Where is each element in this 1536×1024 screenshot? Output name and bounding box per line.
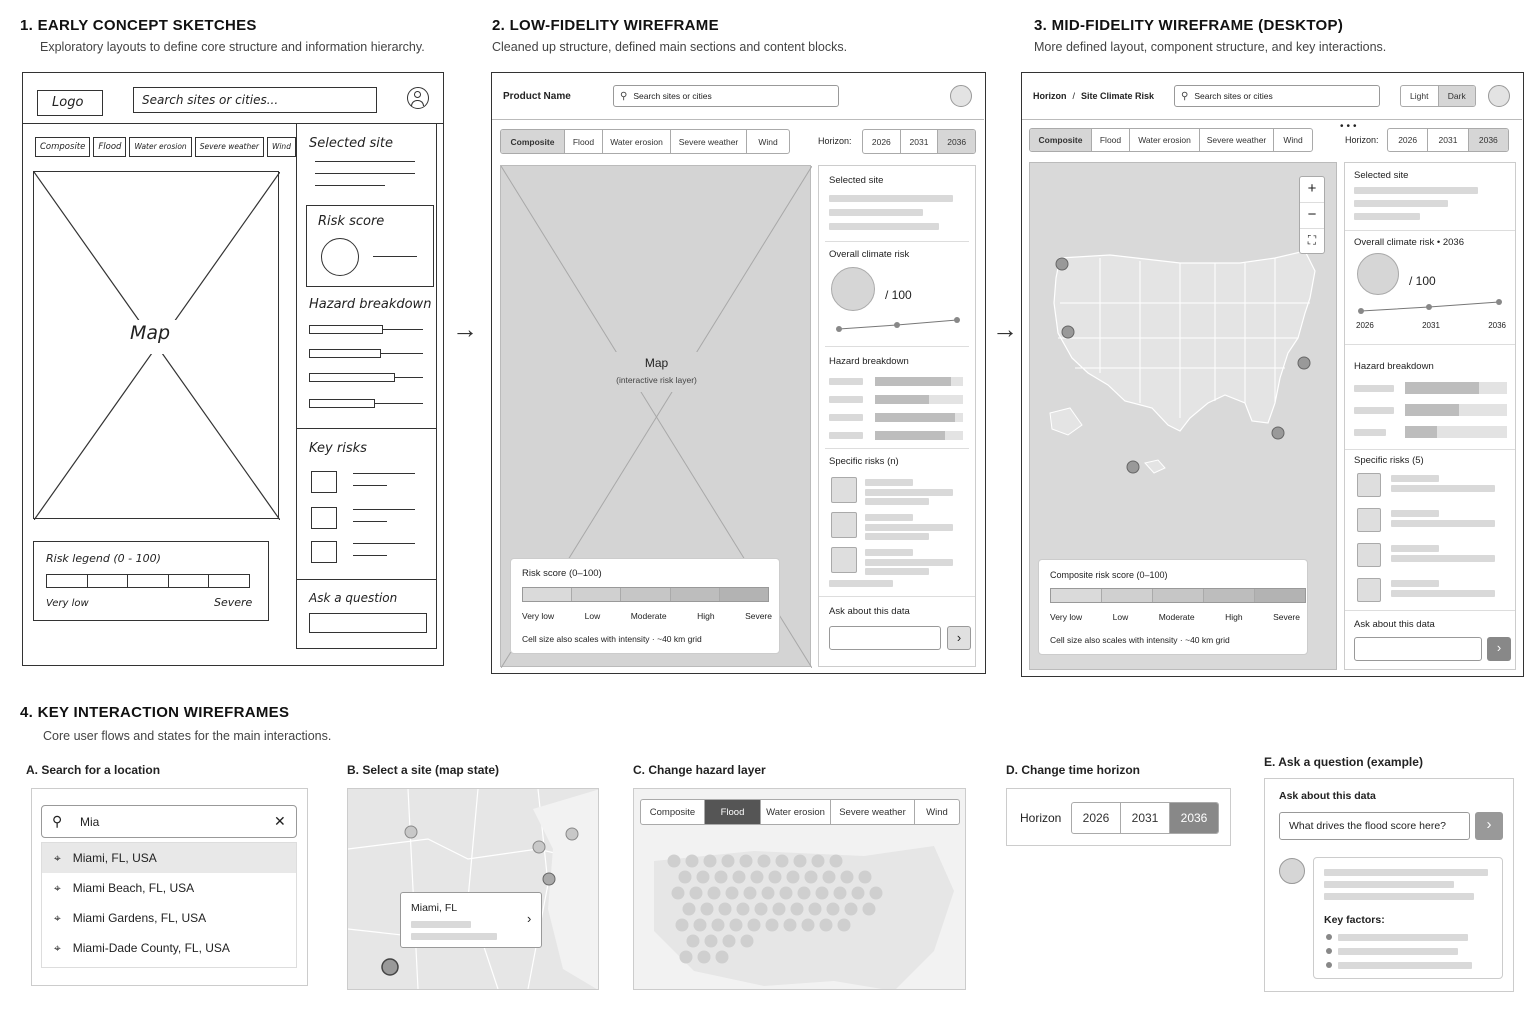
hex-cell <box>762 887 775 900</box>
list-item[interactable] <box>42 843 296 873</box>
lofi-legend <box>510 558 780 654</box>
lofi-map[interactable] <box>500 165 811 667</box>
midfi-legend-scale <box>1050 588 1306 603</box>
hex-cell <box>715 871 728 884</box>
hex-cell <box>755 903 768 916</box>
hex-cell <box>805 871 818 884</box>
hex-cell <box>776 855 789 868</box>
site-popup[interactable] <box>400 892 542 948</box>
hex-cell <box>730 919 743 932</box>
search-icon: ⚲ <box>1181 90 1189 102</box>
lofi-legend-note: Cell size also scales with intensity · ~40 km grid <box>522 634 702 644</box>
score-circle <box>831 267 875 311</box>
flow-e-frame <box>1264 778 1514 992</box>
hex-cell <box>838 919 851 932</box>
theme-toggle <box>1400 85 1476 107</box>
theme-dark[interactable]: Dark <box>1439 86 1476 106</box>
midfi-sidebar <box>1344 162 1516 670</box>
midfi-trend-line <box>1357 299 1507 317</box>
score-circle <box>1357 253 1399 295</box>
location-pin-icon: ⌖ <box>54 850 61 865</box>
hex-cell <box>751 871 764 884</box>
hex-cell <box>812 855 825 868</box>
legend-level: Low <box>1112 612 1129 622</box>
sketch-avatar-icon[interactable] <box>407 87 429 109</box>
sketch-tab[interactable]: Flood <box>93 137 126 157</box>
hex-cell <box>820 919 833 932</box>
chevron-right-icon: › <box>1496 640 1502 655</box>
hex-cell <box>708 887 721 900</box>
sketch-selected-site: Selected site <box>309 136 393 151</box>
hex-cell <box>701 903 714 916</box>
hex-cell <box>834 887 847 900</box>
year-option[interactable]: 2026 <box>863 130 901 153</box>
arrow-right-icon: → <box>452 314 478 344</box>
lofi-map-label: Map <box>644 356 669 370</box>
flow-c-frame <box>633 788 966 990</box>
hex-cell <box>827 903 840 916</box>
sketch-tab[interactable]: Composite <box>35 137 90 157</box>
sketch-tab[interactable]: Severe weather <box>195 137 264 157</box>
hex-cell <box>823 871 836 884</box>
sketch-sidebar <box>296 123 437 649</box>
sketch-map-label: Map <box>130 322 171 344</box>
legend-level: Moderate <box>1158 612 1195 622</box>
year-option-active[interactable]: 2036 <box>1170 803 1218 833</box>
lofi-sidebar <box>818 165 976 667</box>
lofi-per100: / 100 <box>885 288 912 302</box>
sketch-frame <box>22 72 444 666</box>
midfi-map[interactable] <box>1029 162 1337 670</box>
legend-level: Low <box>584 611 601 621</box>
sketch-legend-title: Risk legend (0 - 100) <box>46 552 161 565</box>
location-pin-icon: ⌖ <box>54 910 61 925</box>
hex-cell <box>784 919 797 932</box>
fullscreen-icon[interactable]: ⛶ <box>1307 233 1317 247</box>
year-option[interactable]: 2031 <box>1121 803 1170 833</box>
tab-wind[interactable]: Wind <box>926 806 948 818</box>
midfi-hazard-title: Hazard breakdown <box>1354 361 1434 372</box>
legend-level: High <box>1225 612 1243 622</box>
sketch-tab[interactable]: Water erosion <box>129 137 191 157</box>
hex-cell <box>794 855 807 868</box>
hex-cell <box>859 871 872 884</box>
ask-input[interactable] <box>829 626 941 650</box>
hex-cell <box>852 887 865 900</box>
hex-cell <box>816 887 829 900</box>
year-option[interactable]: 2036 <box>1469 129 1508 151</box>
avatar[interactable] <box>1488 85 1510 107</box>
hex-cell <box>744 887 757 900</box>
location-pin-icon: ⌖ <box>54 880 61 895</box>
ask-input[interactable]: What drives the flood score here? <box>1279 812 1470 840</box>
section1-title: 1. EARLY CONCEPT SKETCHES <box>20 17 257 34</box>
hex-cell <box>733 871 746 884</box>
hex-cell <box>683 903 696 916</box>
arrow-right-icon: → <box>992 314 1018 344</box>
sketch-risk-score <box>306 205 434 287</box>
lofi-specific: Specific risks (n) <box>829 456 899 467</box>
hex-cell <box>741 935 754 948</box>
breadcrumb <box>1033 91 1154 101</box>
lofi-year-tabs <box>862 129 976 154</box>
sketch-risk-label: Risk score <box>318 214 385 229</box>
hex-cell <box>712 919 725 932</box>
section2-subtitle: Cleaned up structure, defined main sections and content blocks. <box>492 40 848 54</box>
flow-b-map-lines <box>348 789 599 990</box>
hex-cell <box>870 887 883 900</box>
flow-c-title: C. Change hazard layer <box>633 763 766 777</box>
hex-cell <box>698 951 711 964</box>
lofi-legend-scale <box>522 587 769 602</box>
assistant-avatar <box>1279 858 1305 884</box>
tab-severe-weather[interactable]: Severe weather <box>831 800 915 824</box>
hex-cell <box>686 855 699 868</box>
key-factors-label: Key factors: <box>1324 914 1385 926</box>
more-icon[interactable]: ••• <box>1340 121 1360 132</box>
sketch-map-cross <box>34 172 280 520</box>
sketch-hazard-title: Hazard breakdown <box>309 297 432 312</box>
sketch-logo: Logo <box>37 90 103 116</box>
hex-cell <box>737 903 750 916</box>
lofi-legend-title: Risk score (0–100) <box>522 568 602 579</box>
search-query: Mia <box>80 815 100 829</box>
midfi-legend-title: Composite risk score (0–100) <box>1050 570 1168 580</box>
flood-hex-layer <box>634 831 966 990</box>
midfi-year-tabs <box>1387 128 1509 152</box>
trend-year: 2026 <box>1356 321 1374 330</box>
list-item[interactable] <box>42 903 296 933</box>
lofi-horizon-label: Horizon: <box>818 136 852 146</box>
hex-cell <box>845 903 858 916</box>
location-pin-icon: ⌖ <box>54 940 61 955</box>
search-results <box>41 842 297 968</box>
hex-cell <box>719 903 732 916</box>
midfi-legend-note: Cell size also scales with intensity · ~40 km grid <box>1050 635 1230 645</box>
flow-d-frame <box>1006 788 1231 846</box>
lofi-trend-line <box>833 316 963 336</box>
sketch-tabs <box>35 137 296 157</box>
breadcrumb-root[interactable]: Horizon <box>1033 91 1067 101</box>
trend-year: 2031 <box>1422 321 1440 330</box>
hex-cell <box>704 855 717 868</box>
section4-title: 4. KEY INTERACTION WIREFRAMES <box>20 704 290 721</box>
lofi-product-name: Product Name <box>503 91 571 102</box>
chevron-right-icon: › <box>1486 816 1492 833</box>
hex-cell <box>680 951 693 964</box>
legend-level: Very low <box>522 611 555 621</box>
trend-year: 2036 <box>1488 321 1506 330</box>
hex-cell <box>798 887 811 900</box>
sketch-tab[interactable]: Wind <box>267 137 296 157</box>
lofi-selected-site: Selected site <box>829 175 884 186</box>
midfi-per100: / 100 <box>1409 274 1436 288</box>
hex-cell <box>802 919 815 932</box>
lofi-legend-levels <box>522 611 772 621</box>
sketch-legend-low: Very low <box>46 598 89 609</box>
flow-c-tabs <box>640 799 960 825</box>
midfi-ask: Ask about this data <box>1354 619 1435 630</box>
zoom-out-button[interactable]: − <box>1300 203 1324 229</box>
section3-title: 3. MID-FIDELITY WIREFRAME (DESKTOP) <box>1034 17 1344 34</box>
midfi-frame <box>1021 72 1524 677</box>
midfi-legend <box>1038 559 1308 655</box>
sketch-key-risks: Key risks <box>309 441 367 456</box>
tab-water-erosion[interactable]: Water erosion <box>1130 129 1200 151</box>
clear-icon[interactable]: ✕ <box>274 813 286 829</box>
hex-cell <box>687 935 700 948</box>
section1-subtitle: Exploratory layouts to define core structure and information hierarchy. <box>40 40 425 54</box>
tab-composite[interactable]: Composite <box>501 130 565 153</box>
result-label: Miami Gardens, FL, USA <box>72 911 207 925</box>
flow-d-years <box>1071 802 1219 834</box>
midfi-specific: Specific risks (5) <box>1354 455 1424 466</box>
flow-e-title: E. Ask a question (example) <box>1264 755 1423 769</box>
legend-level: High <box>697 611 715 621</box>
hex-cell <box>791 903 804 916</box>
hex-cell <box>679 871 692 884</box>
search-input[interactable] <box>41 805 297 838</box>
sketch-search[interactable]: Search sites or cities... <box>133 87 377 113</box>
hex-cell <box>748 919 761 932</box>
midfi-hazard-tabs <box>1029 128 1313 152</box>
hex-cell <box>758 855 771 868</box>
tab-water-erosion[interactable]: Water erosion <box>761 800 831 824</box>
site-popup-title: Miami, FL <box>411 902 458 914</box>
send-button[interactable] <box>1475 812 1503 840</box>
hex-cell <box>740 855 753 868</box>
hex-cell <box>697 871 710 884</box>
flow-d-title: D. Change time horizon <box>1006 763 1141 777</box>
midfi-search[interactable] <box>1174 85 1380 107</box>
section2-title: 2. LOW-FIDELITY WIREFRAME <box>492 17 719 34</box>
hex-cell <box>809 903 822 916</box>
breadcrumb-page: Site Climate Risk <box>1081 91 1155 101</box>
theme-light[interactable]: Light <box>1401 86 1439 106</box>
hex-cell <box>773 903 786 916</box>
sketch-legend <box>33 541 269 621</box>
sketch-ask-input[interactable] <box>309 613 427 633</box>
legend-level: Severe <box>1273 612 1300 622</box>
avatar[interactable] <box>950 85 972 107</box>
midfi-legend-levels <box>1050 612 1300 622</box>
send-button[interactable] <box>1487 637 1511 661</box>
sketch-score-circle <box>321 238 359 276</box>
lofi-overall: Overall climate risk <box>829 249 910 260</box>
hex-cell <box>723 935 736 948</box>
legend-level: Severe <box>745 611 772 621</box>
hex-cell <box>780 887 793 900</box>
tab-composite[interactable]: Composite <box>1030 129 1092 151</box>
year-option[interactable]: 2031 <box>1428 129 1468 151</box>
year-option[interactable]: 2031 <box>901 130 939 153</box>
tab-flood[interactable]: Flood <box>565 130 603 153</box>
year-option[interactable]: 2036 <box>938 130 975 153</box>
hex-cell <box>787 871 800 884</box>
hex-cell <box>863 903 876 916</box>
hex-cell <box>769 871 782 884</box>
hex-cell <box>726 887 739 900</box>
hex-cell <box>676 919 689 932</box>
send-button[interactable] <box>947 626 971 650</box>
flow-d-label: Horizon <box>1020 811 1062 825</box>
tab-severe-weather[interactable]: Severe weather <box>671 130 747 153</box>
lofi-ask: Ask about this data <box>829 606 910 617</box>
hex-cell <box>841 871 854 884</box>
lofi-hazard-title: Hazard breakdown <box>829 356 909 367</box>
legend-level: Very low <box>1050 612 1083 622</box>
tab-composite[interactable]: Composite <box>641 800 705 824</box>
result-label: Miami, FL, USA <box>72 851 157 865</box>
tab-flood-active[interactable]: Flood <box>705 800 761 824</box>
ask-input[interactable] <box>1354 637 1482 661</box>
tab-wind[interactable]: Wind <box>758 136 778 147</box>
section4-subtitle: Core user flows and states for the main interactions. <box>43 729 332 743</box>
zoom-in-button[interactable]: + <box>1300 177 1324 203</box>
sketch-ask: Ask a question <box>309 591 398 605</box>
tab-flood[interactable]: Flood <box>1092 129 1130 151</box>
list-item[interactable] <box>42 933 296 963</box>
hex-cell <box>694 919 707 932</box>
trend-years <box>1356 321 1506 330</box>
flow-e-heading: Ask about this data <box>1279 790 1376 802</box>
breadcrumb-sep: / <box>1072 91 1076 101</box>
hex-cell <box>830 855 843 868</box>
year-option[interactable]: 2026 <box>1388 129 1428 151</box>
tab-wind[interactable]: Wind <box>1283 135 1303 145</box>
answer-card <box>1313 857 1503 979</box>
hex-cell <box>722 855 735 868</box>
result-label: Miami Beach, FL, USA <box>72 881 195 895</box>
midfi-selected-site: Selected site <box>1354 170 1409 181</box>
sketch-legend-high: Severe <box>214 596 253 609</box>
hex-cell <box>672 887 685 900</box>
lofi-frame <box>491 72 986 674</box>
lofi-search-placeholder: Search sites or cities <box>633 91 712 101</box>
flow-a-title: A. Search for a location <box>26 763 161 777</box>
midfi-search-placeholder: Search sites or cities <box>1194 91 1273 101</box>
section3-subtitle: More defined layout, component structure, and key interactions. <box>1034 40 1387 54</box>
hex-cell <box>668 855 681 868</box>
hex-cell <box>716 951 729 964</box>
chevron-right-icon: › <box>527 911 532 926</box>
midfi-horizon-label: Horizon: <box>1345 135 1379 145</box>
hex-cell <box>690 887 703 900</box>
flow-b-map[interactable] <box>347 788 599 990</box>
result-label: Miami-Dade County, FL, USA <box>72 941 230 955</box>
midfi-overall: Overall climate risk • 2036 <box>1354 237 1464 248</box>
tab-severe-weather[interactable]: Severe weather <box>1200 129 1274 151</box>
list-item[interactable] <box>42 873 296 903</box>
tab-water-erosion[interactable]: Water erosion <box>603 130 671 153</box>
lofi-hazard-tabs <box>500 129 790 154</box>
sketch-map[interactable] <box>33 171 279 519</box>
lofi-search[interactable] <box>613 85 839 107</box>
lofi-map-sublabel: (interactive risk layer) <box>616 375 697 385</box>
flow-b-title: B. Select a site (map state) <box>347 763 500 777</box>
sketch-legend-scale <box>46 574 250 588</box>
map-controls <box>1299 176 1325 254</box>
search-icon: ⚲ <box>620 90 628 102</box>
chevron-right-icon: › <box>956 630 962 645</box>
year-option[interactable]: 2026 <box>1072 803 1121 833</box>
flow-a-frame <box>31 788 308 986</box>
hex-cell <box>705 935 718 948</box>
search-icon: ⚲ <box>52 813 63 829</box>
legend-level: Moderate <box>630 611 667 621</box>
hex-cell <box>766 919 779 932</box>
